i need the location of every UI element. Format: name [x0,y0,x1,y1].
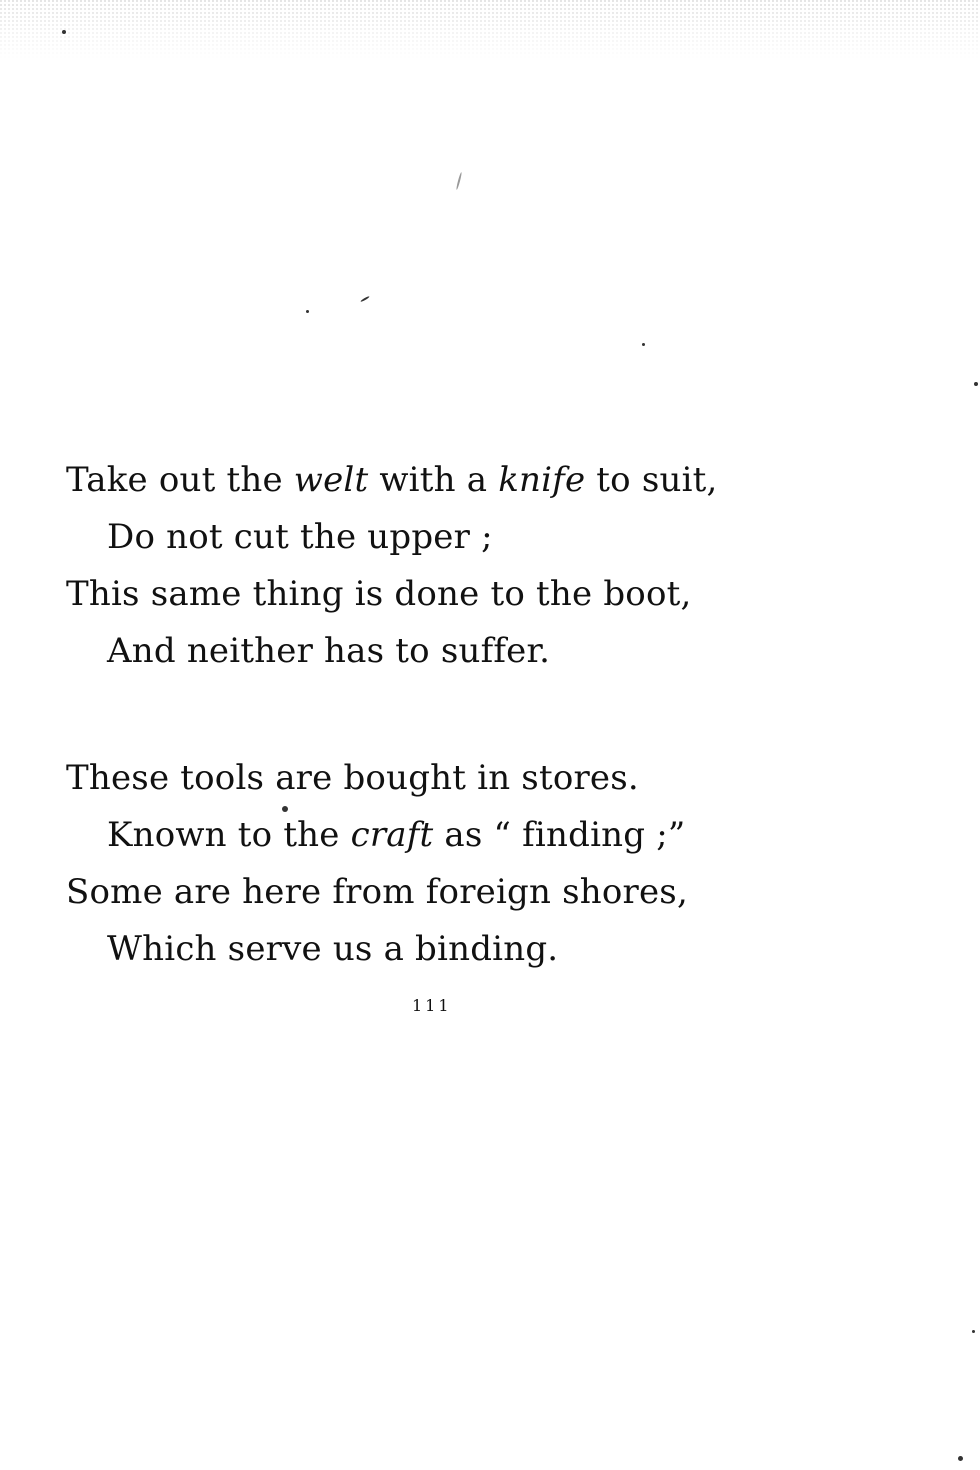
line-text: to suit, [585,460,718,500]
italic-word: craft [350,815,434,855]
scan-speck [958,1456,963,1461]
poem [66,452,826,1048]
scan-speck [306,310,309,313]
stanza [66,750,826,978]
scan-speck [974,382,978,386]
italic-word: knife [498,460,586,500]
poem-line: Some are here from foreign shores, [66,872,688,912]
line-text: Known to the [107,815,351,855]
stanza [66,452,826,680]
page-number: 111 [412,996,452,1015]
poem-line [66,807,826,864]
line-text: as “ finding ;” [433,815,686,855]
line-text: with a [368,460,499,500]
top-scan-noise [0,0,980,60]
poem-line: Which serve us a binding. [107,929,559,969]
poem-line: Do not cut the upper ; [107,517,493,557]
scan-speck [456,172,463,190]
poem-line: And neither has to suffer. [107,631,551,671]
poem-line [66,452,826,509]
poem-line: These tools are bought in stores. [66,758,639,798]
scan-speck [972,1330,975,1333]
scan-speck [642,343,645,346]
poem-line: This same thing is done to the boot, [66,574,692,614]
italic-word: welt [293,460,369,500]
scan-speck [360,296,370,303]
scan-speck [62,30,66,34]
line-text: Take out the [66,460,294,500]
